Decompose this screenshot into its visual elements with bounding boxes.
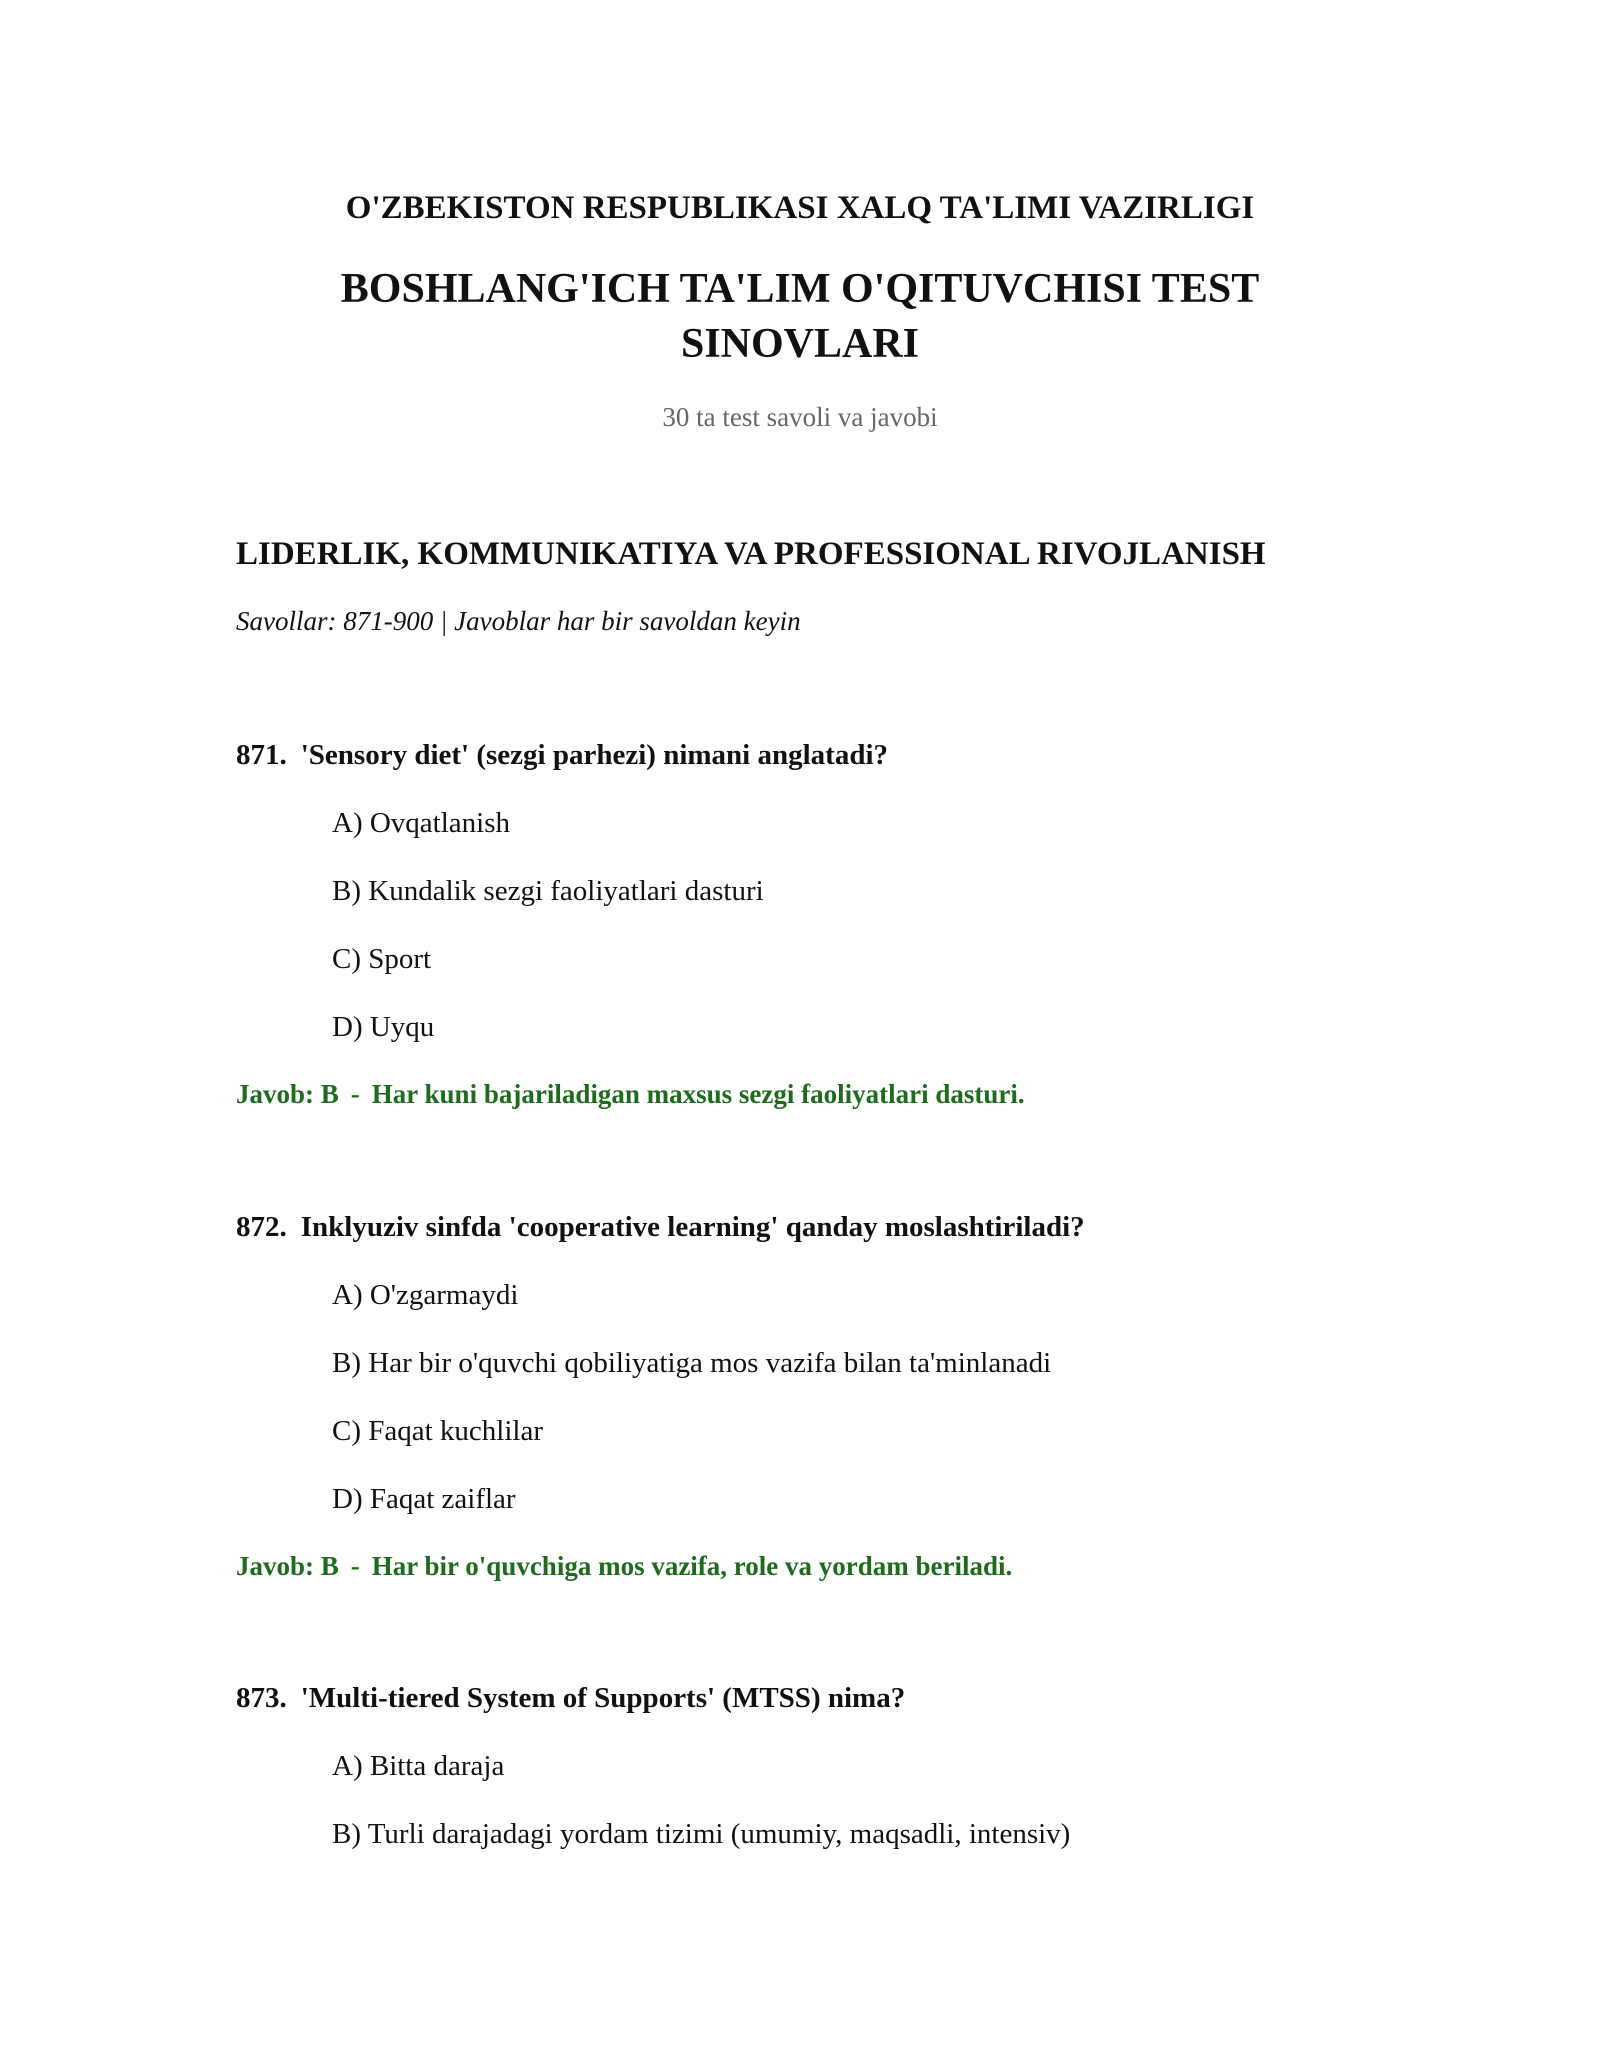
option-c: C) Sport — [332, 943, 432, 975]
question-872 — [236, 1209, 1436, 1583]
option-d: D) Uyqu — [332, 1011, 435, 1043]
answer-line — [236, 1077, 1436, 1111]
question-body: Inklyuziv sinfda 'cooperative learning' qanday moslashtiriladi? — [300, 1211, 1085, 1243]
option-b: B) Har bir o'quvchi qobiliyatiga mos vazifa bilan ta'minlanadi — [332, 1347, 1052, 1379]
question-body: 'Multi-tiered System of Supports' (MTSS) nima? — [300, 1682, 906, 1714]
question-text — [236, 1209, 1436, 1277]
question-number: 872. — [236, 1211, 287, 1243]
question-number: 871. — [236, 739, 287, 771]
question-873 — [236, 1680, 1436, 1884]
answer-line — [236, 1549, 1436, 1583]
question-text — [236, 1680, 1436, 1748]
option-a: A) Ovqatlanish — [332, 807, 510, 839]
answer-text: Har bir o'quvchiga mos vazifa, role va yordam beriladi. — [371, 1551, 1013, 1581]
option-b: B) Kundalik sezgi faoliyatlari dasturi — [332, 875, 764, 907]
document-subtitle: 30 ta test savoli va javobi — [662, 402, 938, 432]
option-d: D) Faqat zaiflar — [332, 1483, 516, 1515]
question-number: 873. — [236, 1682, 287, 1714]
option-c: C) Faqat kuchlilar — [332, 1415, 544, 1447]
answer-label: Javob: — [236, 1551, 315, 1581]
section-meta: Savollar: 871-900 | Javoblar har bir savoldan keyin — [236, 606, 801, 636]
section-title: LIDERLIK, KOMMUNIKATIYA VA PROFESSIONAL RIVOJLANISH — [236, 536, 1266, 572]
answer-dash: - — [350, 1551, 360, 1581]
answer-label: Javob: — [236, 1079, 315, 1109]
document-title: BOSHLANG'ICH TA'LIM O'QITUVCHISI TEST SINOVLARI — [340, 266, 1260, 367]
question-871 — [236, 737, 1436, 1111]
answer-text: Har kuni bajariladigan maxsus sezgi faoliyatlari dasturi. — [371, 1079, 1025, 1109]
answer-dash: - — [350, 1079, 360, 1109]
answer-letter: B — [320, 1079, 339, 1109]
question-text — [236, 737, 1436, 805]
answer-letter: B — [320, 1551, 339, 1581]
option-b: B) Turli darajadagi yordam tizimi (umumiy, maqsadli, intensiv) — [332, 1818, 1071, 1850]
question-body: 'Sensory diet' (sezgi parhezi) nimani anglatadi? — [300, 739, 888, 771]
option-a: A) O'zgarmaydi — [332, 1279, 519, 1311]
option-a: A) Bitta daraja — [332, 1750, 505, 1782]
ministry-heading: O'ZBEKISTON RESPUBLIKASI XALQ TA'LIMI VAZIRLIGI — [345, 190, 1255, 226]
